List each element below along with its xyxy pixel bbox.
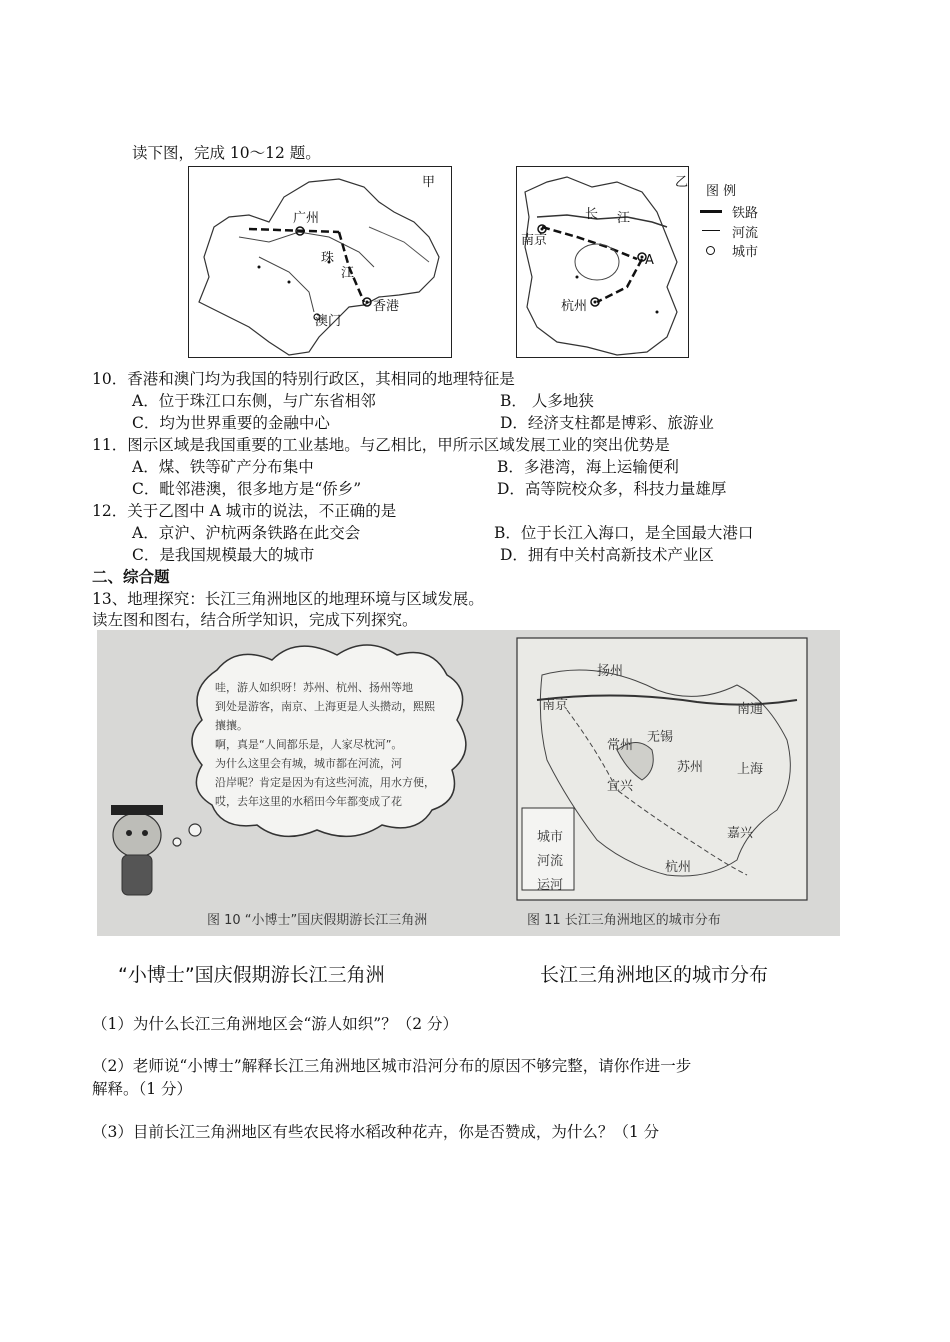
- river-icon: [702, 230, 720, 231]
- q11-option-d: D．高等院校众多，科技力量雄厚: [497, 480, 727, 498]
- q12-option-d: D．拥有中关村高新技术产业区: [500, 546, 714, 564]
- q11-option-b: B．多港湾，海上运输便利: [497, 458, 679, 476]
- photo-label-nanjing: 南京: [542, 698, 569, 713]
- bubble-line-4: 啊，真是“人间都乐是，人家尽枕河”。: [215, 738, 403, 751]
- q12-option-b: B．位于长江入海口，是全国最大港口: [494, 524, 754, 542]
- bubble-line-5: 为什么这里会有城，城市都在河流，河: [215, 757, 402, 770]
- photo-drawing: [97, 630, 840, 936]
- city-icon: [706, 246, 715, 255]
- intro-text: 读下图，完成 10～12 题。: [132, 144, 321, 162]
- photo-label-hangzhou: 杭州: [665, 860, 692, 875]
- label-A: A: [645, 253, 654, 268]
- q13-instruction: 读左图和图右，结合所学知识，完成下列探究。: [92, 611, 418, 629]
- textbook-photo: [97, 630, 840, 936]
- label-nanjing: 南京: [521, 233, 548, 248]
- photo-caption-right: 图 11 长江三角洲地区的城市分布: [527, 913, 721, 928]
- q12-option-a: A．京沪、沪杭两条铁路在此交会: [132, 524, 361, 542]
- photo-label-changzhou: 常州: [607, 738, 634, 753]
- q11-option-a: A．煤、铁等矿产分布集中: [132, 458, 314, 476]
- q12-option-c: C．是我国规模最大的城市: [132, 546, 315, 564]
- photo-label-yangzhou: 扬州: [597, 664, 624, 679]
- legend-city: 城市: [732, 245, 759, 260]
- q13-title: 13、地理探究：长江三角洲地区的地理环境与区域发展。: [92, 590, 484, 608]
- q12-stem: 12．关于乙图中 A 城市的说法，不正确的是: [92, 502, 397, 520]
- subq-2-cont: 解释。（1 分）: [92, 1080, 193, 1098]
- caption-right: 长江三角洲地区的城市分布: [540, 964, 769, 986]
- label-zhu: 珠: [321, 251, 335, 266]
- photo-legend-city: 城市: [537, 830, 564, 845]
- q10-stem: 10．香港和澳门均为我国的特别行政区，其相同的地理特征是: [92, 370, 515, 388]
- q11-option-c: C．毗邻港澳，很多地方是“侨乡”: [132, 480, 362, 498]
- q10-option-c: C．均为世界重要的金融中心: [132, 414, 330, 432]
- bubble-line-1: 哇，游人如织呀！苏州、杭州、扬州等地: [215, 681, 413, 694]
- q10-option-a: A．位于珠江口东侧，与广东省相邻: [132, 392, 376, 410]
- label-guangzhou: 广州: [293, 211, 320, 226]
- q10-option-d: D．经济支柱都是博彩、旅游业: [500, 414, 714, 432]
- legend: [692, 170, 772, 356]
- legend-river: 河流: [732, 226, 759, 241]
- bubble-line-6: 沿岸呢？肯定是因为有这些河流，用水方便，: [215, 776, 435, 789]
- caption-left: “小博士”国庆假期游长江三角洲: [118, 964, 385, 986]
- photo-label-jiaxing: 嘉兴: [727, 826, 754, 841]
- bubble-line-7: 哎，去年这里的水稻田今年都变成了花: [215, 795, 402, 808]
- q10-option-b: B． 人多地狭: [500, 392, 594, 410]
- label-jiang: 江: [341, 266, 355, 281]
- map-jia-corner: 甲: [422, 175, 436, 190]
- map-jia: [188, 166, 452, 358]
- bubble-line-2: 到处是游客，南京、上海更是人头攒动，熙熙: [215, 700, 435, 713]
- map-yi-corner: 乙: [675, 175, 689, 190]
- label-aomen: 澳门: [315, 314, 342, 329]
- photo-legend-river: 河流: [537, 854, 564, 869]
- legend-railway: 铁路: [732, 206, 759, 221]
- map-yi: [516, 166, 689, 358]
- photo-caption-left: 图 10 “小博士”国庆假期游长江三角洲: [207, 913, 428, 928]
- subq-1: （1）为什么长江三角洲地区会“游人如织”？（2 分）: [92, 1015, 458, 1033]
- subq-3: （3）目前长江三角洲地区有些农民将水稻改种花卉，你是否赞成，为什么？（1 分: [92, 1123, 660, 1141]
- label-xianggang: 香港: [373, 299, 400, 314]
- bubble-line-3: 攘攘。: [215, 719, 248, 732]
- photo-legend-canal: 运河: [537, 878, 564, 893]
- photo-label-shanghai: 上海: [737, 762, 764, 777]
- photo-label-wuxi: 无锡: [647, 730, 674, 745]
- q11-stem: 11．图示区域是我国重要的工业基地。与乙相比，甲所示区域发展工业的突出优势是: [92, 436, 670, 454]
- thought-bubble-text: [215, 678, 455, 811]
- photo-label-suzhou: 苏州: [677, 760, 704, 775]
- photo-label-nantong: 南通: [737, 702, 764, 717]
- railway-icon: [700, 210, 722, 213]
- map-yi-drawing: [517, 167, 688, 357]
- subq-2: （2）老师说“小博士”解释长江三角洲地区城市沿河分布的原因不够完整，请你作进一步: [92, 1057, 692, 1075]
- legend-title: 图 例: [706, 184, 737, 199]
- label-jiang-yi: 江: [617, 211, 631, 226]
- label-chang: 长: [585, 207, 599, 222]
- photo-label-yixing: 宜兴: [607, 779, 634, 794]
- label-hangzhou: 杭州: [561, 299, 588, 314]
- section-heading: 二、综合题: [92, 567, 170, 586]
